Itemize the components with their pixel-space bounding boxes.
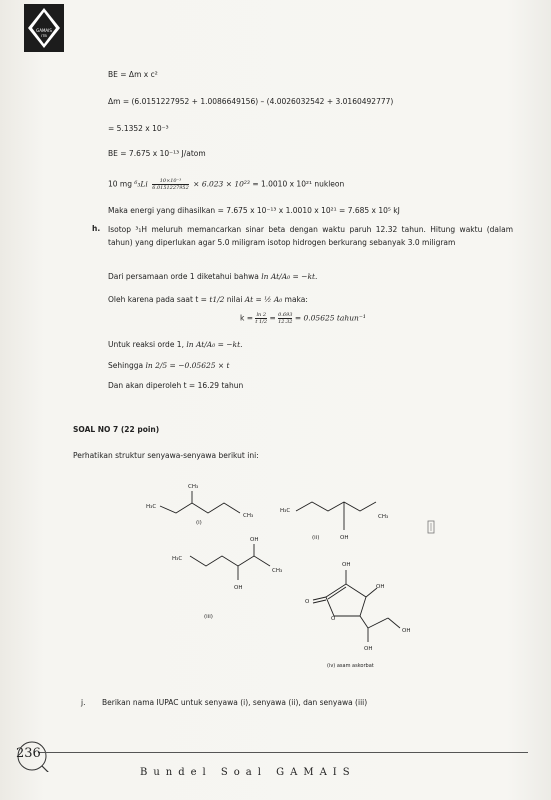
svg-text:ITB: ITB (41, 34, 47, 38)
soal7-intro: Perhatikan struktur senyawa-senyawa berikut ini: (73, 451, 259, 460)
caption-i: (i) (196, 520, 202, 526)
k-frac1-den: t 1/2 (255, 319, 268, 325)
line4-prefix: Untuk reaksi orde 1, (108, 340, 187, 349)
k-frac1-num: ln 2 (256, 312, 267, 318)
at-symbol: At (244, 295, 254, 304)
part-h-label: h. (92, 224, 101, 233)
dm-value: = 5.1352 x 10⁻³ (108, 124, 169, 133)
ch3-label: CH₃ (243, 513, 254, 519)
line2-prefix: Oleh karena pada saat t = (108, 295, 210, 304)
h3c-label: H₃C (280, 508, 291, 514)
line4-equation: ln At/A₀ = −kt. (186, 340, 243, 349)
oh-label: OH (234, 585, 243, 591)
line1-equation: ln At/A₀ = −kt. (261, 272, 318, 281)
line1-prefix: Dari persamaan orde 1 diketahui bahwa (108, 272, 262, 281)
structure-i (160, 491, 240, 513)
question-j-text: Berikan nama IUPAC untuk senyawa (i), senyawa (ii), dan senyawa (iii) (102, 698, 368, 707)
nucleon-prefix: 10 mg (108, 179, 135, 189)
h3c-label: H₃C (172, 556, 183, 562)
avogadro-term: × 6.023 × 10²³ (193, 179, 250, 189)
line2-suffix: maka: (282, 295, 308, 304)
be-value: BE = 7.675 x 10⁻¹³ J/atom (108, 149, 206, 158)
o-label: O (305, 599, 310, 605)
question-j-label: j. (81, 698, 86, 707)
ch3-label: CH₃ (272, 568, 283, 574)
part-h-text: Isotop ³₁H meluruh memancarkan sinar beta dengan waktu paruh 12.32 tahun. Hitung waktu (dalam tahun) yang diperlukan agar 5.0 miligram isotop hidrogen berkurang sebanyak 3.0 miligram (108, 225, 513, 247)
lithium-isotope: ⁶₃Li (134, 179, 148, 189)
half-life-symbol: t1/2 (209, 295, 225, 304)
fraction-denominator: 6.0151227952 (152, 185, 189, 191)
nucleon-result: = 1.0010 x 10²¹ nukleon (252, 179, 345, 189)
k-prefix: k = (240, 313, 256, 323)
soal7-heading: SOAL NO 7 (22 poin) (73, 425, 160, 434)
oh-label: OH (340, 535, 349, 541)
fraction-numerator: 10×10⁻³ (152, 178, 189, 185)
dm-formula: Δm = (6.0151227952 + 1.0086649156) – (4.0026032542 + 3.0160492777) (108, 97, 394, 106)
page-number: 236 (16, 746, 41, 761)
footer-title: Bundel Soal GAMAIS (140, 767, 356, 778)
line2-equals: = (253, 295, 265, 304)
caption-ii: (ii) (312, 535, 320, 541)
line5-equation: ln 2/5 = −0.05625 × t (145, 361, 230, 370)
oh-label: OH (250, 537, 259, 543)
part-h-line6: Dan akan diperoleh t = 16.29 tahun (108, 381, 244, 390)
oh-label: OH (364, 646, 373, 652)
k-equals: = (267, 313, 279, 323)
line5-prefix: Sehingga (108, 361, 146, 370)
footer-rule (38, 752, 528, 753)
ch3-label: CH₃ (188, 484, 199, 490)
structure-iv (313, 570, 400, 642)
k-result: = 0.05625 tahun⁻¹ (292, 313, 366, 323)
line2-mid: nilai (224, 295, 245, 304)
ring-o-label: O (331, 616, 336, 622)
margin-mark (427, 520, 435, 534)
caption-iii: (iii) (204, 614, 213, 620)
svg-text:GAMAIS: GAMAIS (36, 28, 52, 33)
oh-label: OH (402, 628, 411, 634)
k-frac2-num: 0.693 (278, 312, 293, 318)
h3c-label: H₃C (146, 504, 157, 510)
structure-ii (296, 502, 376, 530)
be-formula: BE = Δm x c² (108, 70, 158, 79)
caption-iv: (iv) asam askorbat (327, 663, 374, 669)
k-frac2-den: 12.32 (278, 319, 293, 325)
oh-label: OH (342, 562, 351, 568)
energy-line: Maka energi yang dihasilkan = 7.675 x 10⁻¹³ x 1.0010 x 10²¹ = 7.685 x 10⁵ kJ (108, 206, 400, 215)
oh-label: OH (376, 584, 385, 590)
ch3-label: CH₃ (378, 514, 389, 520)
structure-iii (190, 544, 270, 580)
half-a0: ½ A₀ (264, 295, 283, 304)
